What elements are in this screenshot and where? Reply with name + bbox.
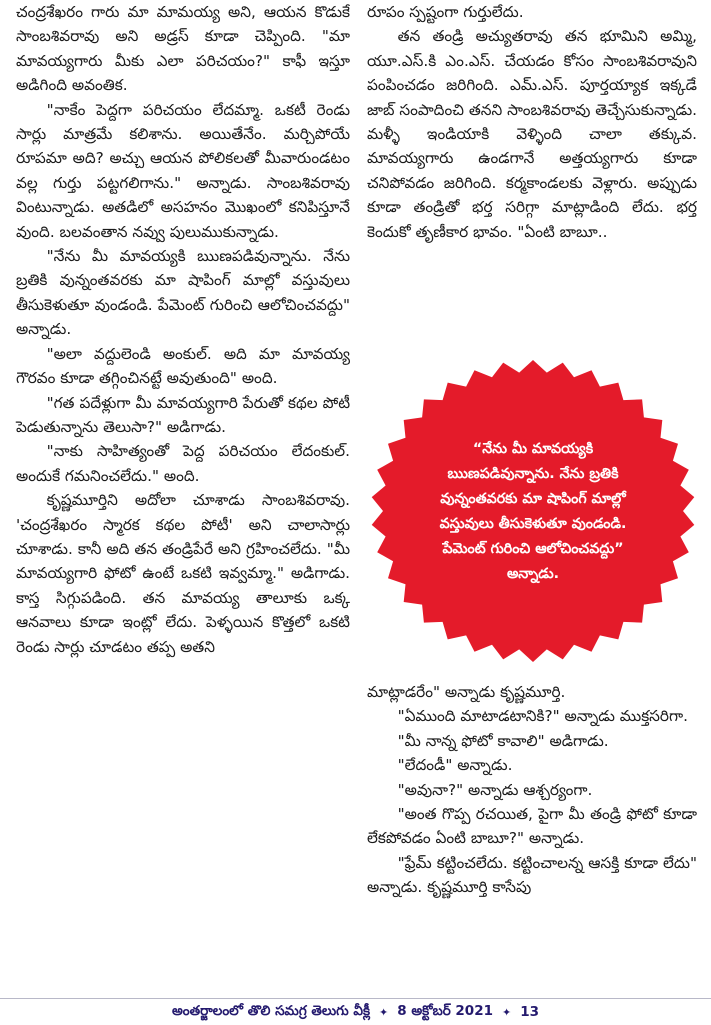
pull-quote — [369, 358, 697, 664]
paragraph: "గత పదేళ్లుగా మీ మావయ్యగారి పేరుతో కథల పోటీ పెడుతున్నాను తెలుసా?" అడిగాడు. — [16, 393, 350, 436]
page-footer — [0, 998, 711, 1025]
pull-quote-line: ఋణపడివున్నాను. నేను బ్రతికి — [447, 466, 619, 482]
pull-quote-line: వున్నంతవరకు మా షాపింగ్ మాల్లో — [440, 491, 626, 507]
pull-quote-line: పేమెంట్ గురించి ఆలోచించవద్దు” — [442, 541, 624, 557]
pull-quote-line: “నేను మీ మావయ్యకి — [472, 441, 594, 457]
paragraph: "నేను మీ మావయ్యకి ఋణపడివున్నాను. నేను బ్రతికి వున్నంతవరకు మా షాపింగ్ మాల్లో వస్తువులు తీసుకెళుతూ వుండండి. పేమెంట్ గురించి ఆలోచించవద్దు" అన్నాడు. — [16, 247, 350, 339]
issue-date: 8 అక్టోబర్ 2021 — [397, 1002, 493, 1019]
pull-quote-line: వస్తువులు తీసుకెళుతూ వుండండి. — [439, 516, 627, 532]
paragraph: "ఏముంది మాటాడటానికి?" అన్నాడు ముక్తసరిగా. — [397, 707, 688, 726]
paragraph: తన తండ్రి అచ్యుతరావు తన భూమిని అమ్మి, యూ.ఎస్.కి ఎం.ఎస్. చేయడం కోసం సాంబశివరావుని పంపించడం జరిగింది. ఎమ్.ఎస్. పూర్తయ్యాక ఇక్కడే జాబ్ సంపాదించి తనని సాంబశివరావు తెచ్చేసుకున్నాడు. మళ్ళీ ఇండియాకి వెళ్ళింది చాలా తక్కువ. మావయ్యగారు ఉండగానే అత్తయ్యగారు కూడా చనిపోవడం జరిగింది. కర్మకాండలకు వెళ్లారు. అప్పుడు కూడా తండ్రితో భర్త సరిగ్గా మాట్లాడింది లేదు. భర్త కెందుకో తృణీకార భావం. "ఏంటి బాబూ.. — [367, 27, 697, 241]
paragraph: రూపం స్పష్టంగా గుర్తులేదు. — [367, 3, 524, 21]
magazine-tagline: అంతర్జాలంలో తొలి సమగ్ర తెలుగు వీక్లీ — [171, 1002, 371, 1019]
paragraph: "అవునా?" అన్నాడు ఆశ్చర్యంగా. — [397, 780, 593, 799]
right-column-top — [367, 0, 697, 244]
star-separator-icon: ✦ — [379, 1005, 389, 1019]
paragraph: "ఫ్రేమ్ కట్టించలేదు. కట్టించాలన్న ఆసక్తి కూడా లేదు" అన్నాడు. కృష్ణమూర్తి కాసేపు — [367, 853, 697, 897]
star-separator-icon: ✦ — [502, 1005, 512, 1019]
paragraph: "అంత గొప్ప రచయిత, పైగా మీ తండ్రి ఫోటో కూడా లేకపోవడం ఏంటి బాబూ?" అన్నాడు. — [367, 805, 697, 848]
left-column — [16, 0, 350, 659]
paragraph: "నాకు సాహిత్యంతో పెద్ద పరిచయం లేదంకుల్. అందుకే గమనించలేదు." అంది. — [16, 442, 350, 485]
paragraph: "నాకేం పెద్దగా పరిచయం లేదమ్మా. ఒకటీ రెండు సార్లు మాత్రమే కలిశాను. అయితేనేం. మర్చిపోయే రూపమా అది? అచ్చు ఆయన పోలికలతో మీవారుండటం వల్ల గుర్తు పట్టగలిగాను." అన్నాడు. సాంబశివరావు వింటున్నాడు. అతడిలో అసహనం మొఖంలో కనిపిస్తూనే వుంది. బలవంతాన నవ్వు పులుముకున్నాడు. — [16, 100, 350, 241]
paragraph: చంద్రశేఖరం గారు మా మామయ్య అని, ఆయన కొడుకే సాంబశివరావు అని అడ్రస్ కూడా చెప్పింది. "మా మావయ్యగారు మీకు ఎలా పరిచయం?" కాఫీ ఇస్తూ అడిగింది అవంతిక. — [16, 3, 350, 95]
right-column-bottom — [367, 680, 697, 900]
paragraph: మాట్లాడరేం" అన్నాడు కృష్ణమూర్తి. — [367, 683, 566, 701]
paragraph: కృష్ణమూర్తిని అదోలా చూశాడు సాంబశివరావు. 'చంద్రశేఖరం స్మారక కథల పోటీ' అని చాలాసార్లు చూశాడు. కానీ అది తన తండ్రిపేరే అని గ్రహించలేదు. "మీ మావయ్యగారి ఫోటో ఉంటే ఒకటి ఇవ్వమ్మా." అడిగాడు. కాస్త సిగ్గుపడింది. తన మావయ్య తాలూకు ఒక్క ఆనవాలు కూడా ఇంట్లో లేదు. పెళ్ళయిన కొత్తలో ఒకటి రెండు సార్లు చూడటం తప్ప అతని — [16, 491, 350, 656]
paragraph: "లేదండీ" అన్నాడు. — [397, 756, 513, 775]
paragraph: "అలా వద్దులెండి అంకుల్. అది మా మావయ్య గౌరవం కూడా తగ్గించినట్టే అవుతుంది" అంది. — [16, 344, 350, 388]
page-number: 13 — [520, 1004, 540, 1020]
pull-quote-line: అన్నాడు. — [506, 566, 560, 582]
pull-quote-text — [369, 358, 697, 664]
paragraph: "మీ నాన్న ఫోటో కావాలి" అడిగాడు. — [397, 731, 609, 750]
